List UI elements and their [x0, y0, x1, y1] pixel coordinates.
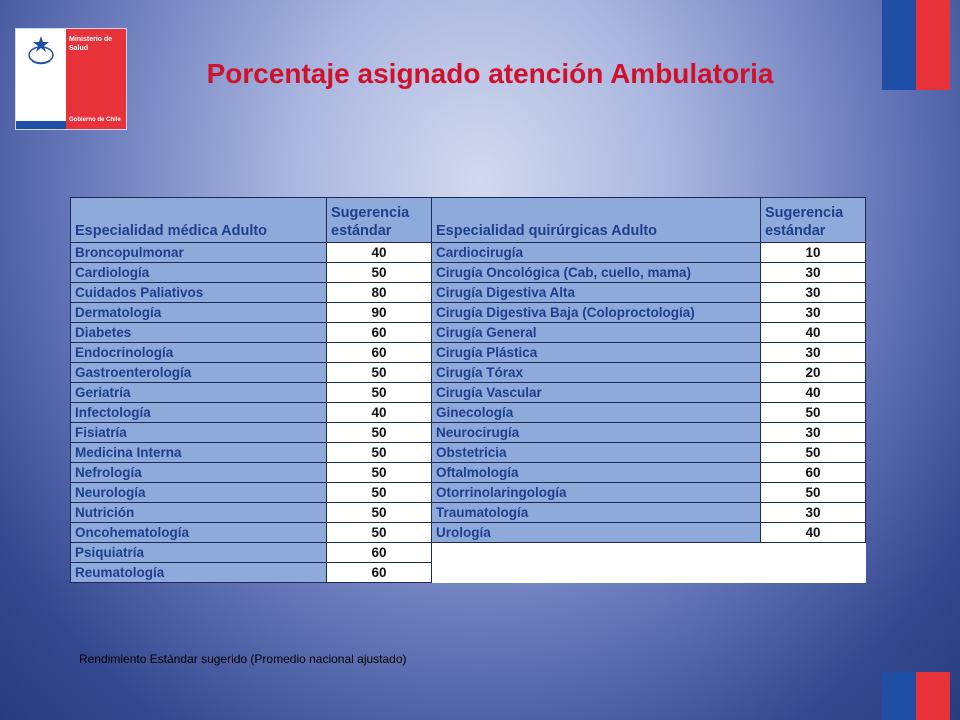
chile-crest-icon — [26, 33, 56, 67]
medical-suggestion-cell: 90 — [327, 303, 432, 323]
surgical-suggestion-cell: 30 — [761, 303, 866, 323]
table-row — [71, 283, 866, 303]
medical-specialty-cell: Medicina Interna — [71, 443, 327, 463]
surgical-specialty-cell: Obstetricia — [432, 443, 761, 463]
surgical-suggestion-cell: 40 — [761, 323, 866, 343]
medical-specialty-cell: Diabetes — [71, 323, 327, 343]
surgical-suggestion-cell: 30 — [761, 423, 866, 443]
table-row — [71, 363, 866, 383]
surgical-specialty-cell: Cirugía Digestiva Baja (Coloproctología) — [432, 303, 761, 323]
specialties-table — [70, 197, 866, 583]
surgical-specialty-cell: Ginecología — [432, 403, 761, 423]
surgical-specialty-cell: Cirugía General — [432, 323, 761, 343]
table-row — [71, 303, 866, 323]
medical-specialty-cell: Fisiatría — [71, 423, 327, 443]
medical-suggestion-cell: 50 — [327, 523, 432, 543]
table-row — [71, 383, 866, 403]
medical-suggestion-cell: 50 — [327, 443, 432, 463]
surgical-specialty-cell: Cirugía Plástica — [432, 343, 761, 363]
medical-specialty-cell: Neurología — [71, 483, 327, 503]
surgical-suggestion-cell: 30 — [761, 503, 866, 523]
medical-suggestion-cell: 60 — [327, 563, 432, 583]
surgical-specialty-cell: Cirugía Vascular — [432, 383, 761, 403]
table-row — [71, 523, 866, 543]
header-surgical-suggestion: Sugerencia estándar — [761, 198, 866, 243]
surgical-specialty-cell: Otorrinolaringología — [432, 483, 761, 503]
surgical-specialty-cell: Oftalmología — [432, 463, 761, 483]
header-surgical-specialty: Especialidad quirúrgicas Adulto — [432, 198, 761, 243]
medical-specialty-cell: Cuidados Paliativos — [71, 283, 327, 303]
flag-red-stripe — [916, 0, 950, 90]
table-row — [71, 443, 866, 463]
surgical-suggestion-cell: 40 — [761, 523, 866, 543]
header-medical-specialty: Especialidad médica Adulto — [71, 198, 327, 243]
medical-suggestion-cell: 60 — [327, 543, 432, 563]
table-row — [71, 263, 866, 283]
medical-suggestion-cell: 50 — [327, 483, 432, 503]
surgical-specialty-cell: Traumatología — [432, 503, 761, 523]
table-row — [71, 543, 866, 563]
flag-blue-stripe — [882, 672, 916, 720]
table-row — [71, 483, 866, 503]
medical-specialty-cell: Endocrinología — [71, 343, 327, 363]
medical-specialty-cell: Geriatría — [71, 383, 327, 403]
flag-stripes-top — [882, 0, 950, 90]
ministerio-salud-logo — [15, 28, 127, 130]
surgical-suggestion-cell: 20 — [761, 363, 866, 383]
surgical-suggestion-cell: 50 — [761, 483, 866, 503]
surgical-specialty-cell: Cirugía Oncológica (Cab, cuello, mama) — [432, 263, 761, 283]
medical-suggestion-cell: 40 — [327, 243, 432, 263]
medical-suggestion-cell: 40 — [327, 403, 432, 423]
table-row — [71, 243, 866, 263]
medical-specialty-cell: Reumatología — [71, 563, 327, 583]
empty-area — [432, 543, 866, 583]
footer-note: Rendimiento Estándar sugerido (Promedio nacional ajustado) — [79, 652, 407, 666]
flag-blue-stripe — [882, 0, 916, 90]
medical-suggestion-cell: 50 — [327, 463, 432, 483]
surgical-specialty-cell: Cardiocirugía — [432, 243, 761, 263]
medical-specialty-cell: Broncopulmonar — [71, 243, 327, 263]
table-row — [71, 343, 866, 363]
surgical-suggestion-cell: 40 — [761, 383, 866, 403]
table-row — [71, 323, 866, 343]
medical-suggestion-cell: 80 — [327, 283, 432, 303]
logo-blue-bar — [16, 121, 66, 129]
flag-red-stripe — [916, 672, 950, 720]
surgical-suggestion-cell: 10 — [761, 243, 866, 263]
surgical-suggestion-cell: 30 — [761, 263, 866, 283]
surgical-suggestion-cell: 30 — [761, 283, 866, 303]
medical-specialty-cell: Cardiología — [71, 263, 327, 283]
medical-specialty-cell: Psiquiatría — [71, 543, 327, 563]
surgical-specialty-cell: Cirugía Digestiva Alta — [432, 283, 761, 303]
header-medical-suggestion: Sugerencia estándar — [327, 198, 432, 243]
medical-specialty-cell: Gastroenterología — [71, 363, 327, 383]
medical-suggestion-cell: 50 — [327, 503, 432, 523]
surgical-suggestion-cell: 50 — [761, 403, 866, 423]
logo-government-text: Gobierno de Chile — [69, 117, 121, 123]
medical-suggestion-cell: 50 — [327, 263, 432, 283]
flag-stripes-bottom — [882, 672, 950, 720]
surgical-suggestion-cell: 50 — [761, 443, 866, 463]
medical-specialty-cell: Oncohematología — [71, 523, 327, 543]
medical-specialty-cell: Nefrología — [71, 463, 327, 483]
surgical-suggestion-cell: 30 — [761, 343, 866, 363]
table-row — [71, 463, 866, 483]
medical-specialty-cell: Nutrición — [71, 503, 327, 523]
medical-suggestion-cell: 60 — [327, 343, 432, 363]
medical-specialty-cell: Dermatología — [71, 303, 327, 323]
table-row — [71, 423, 866, 443]
page-title: Porcentaje asignado atención Ambulatoria — [206, 58, 774, 89]
medical-specialty-cell: Infectología — [71, 403, 327, 423]
medical-suggestion-cell: 60 — [327, 323, 432, 343]
medical-suggestion-cell: 50 — [327, 383, 432, 403]
table-header-row — [71, 198, 866, 243]
medical-suggestion-cell: 50 — [327, 363, 432, 383]
logo-ministry-text: Ministerio de Salud — [69, 36, 113, 52]
medical-suggestion-cell: 50 — [327, 423, 432, 443]
surgical-specialty-cell: Urología — [432, 523, 761, 543]
surgical-specialty-cell: Neurocirugía — [432, 423, 761, 443]
table-row — [71, 503, 866, 523]
surgical-specialty-cell: Cirugía Tórax — [432, 363, 761, 383]
surgical-suggestion-cell: 60 — [761, 463, 866, 483]
table-row — [71, 403, 866, 423]
